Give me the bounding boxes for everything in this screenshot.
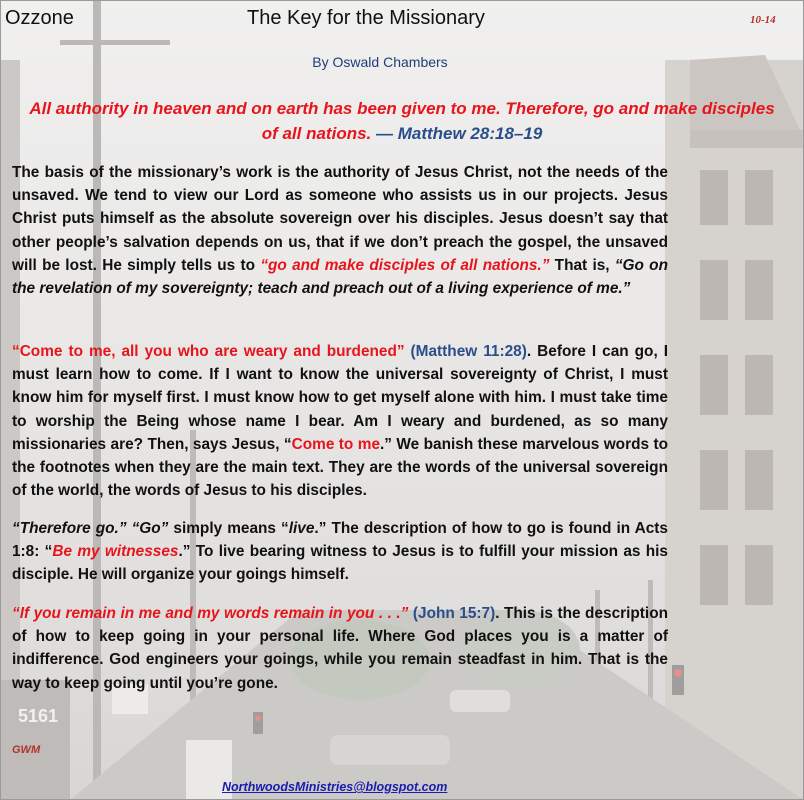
paragraph-3-italic-2: live [288,520,315,537]
paragraph-4-quote: “If you remain in me and my words remain in you . . .” [12,605,409,622]
initials: GWM [12,744,41,756]
paragraph-1-text-b: That is, [549,256,615,274]
paragraph-2-red: Come to me [291,435,381,453]
paragraph-1 [12,161,668,300]
paragraph-3 [12,517,668,587]
verse-reference: — Matthew 28:18–19 [371,124,543,143]
paragraph-4-text-a: . This is the description of how to keep going in your personal life. Where God places you is a matter of indifference. God engineers your goings, while you remain steadfast in him. That is the way to keep going until you’re gone. [12,605,669,692]
paragraph-1-quote: “go and make disciples of all nations.” [260,256,550,274]
page-title: The Key for the Missionary [247,7,485,29]
site-name: Ozzone [5,7,74,29]
date-code: 10-14 [750,14,776,26]
paragraph-2-quote: “Come to me, all you who are weary and burdened” [12,343,405,360]
paragraph-3-text-c: .” To live bearing witness to Jesus is to fulfill your mission as his disciple. He will organize your goings himself. [12,543,668,584]
paragraph-2-text-b: .” We banish these marvelous words to the footnotes when they are the main text. They are the words of the universal sovereign of the world, the words of Jesus to his disciples. [12,435,668,500]
paragraph-3-italic-1: “Therefore go.” “Go” [12,520,169,537]
paragraph-3-text-a: simply means “ [168,520,289,537]
blog-link[interactable]: NorthwoodsMinistries@blogspot.com [222,780,448,794]
paragraph-2 [12,340,668,502]
paragraph-3-text-b: .” The description of how to go is found in Acts 1:8: “ [12,520,668,561]
paragraph-2-text-a: . Before I can go, I must learn how to come. If I want to know the universal sovereignty of Christ, I must know him for myself first. I must know how to get myself alone with him. I must take time to worship the Being whose name I bear. Am I weary and burdened, as so many missionaries are? Then, says Jesus, “ [12,343,668,453]
paragraph-1-italic: “Go on the revelation of my sovereignty; teach and preach out of a living experience of me.” [12,256,668,298]
paragraph-4-reference: (John 15:7) [408,605,496,622]
key-verse [20,96,784,146]
svg-text:5161: 5161 [18,706,59,726]
author: By Oswald Chambers [312,54,448,70]
paragraph-4 [12,602,668,695]
paragraph-2-reference: (Matthew 11:28) [404,343,527,360]
paragraph-1-text-a: The basis of the missionary’s work is the authority of Jesus Christ, not the needs of the unsaved. We tend to view our Lord as someone who assists us in our projects. Jesus Christ puts himself as the absolute sovereign over his disciples. Jesus doesn’t say that other people’s salvation depends on us, that if we don’t preach the gospel, the unsaved will be lost. He simply tells us to [12,164,668,274]
verse-text: All authority in heaven and on earth has been given to me. Therefore, go and make disciples of all nations. [29,99,775,143]
byline [0,54,760,70]
paragraph-3-red: Be my witnesses [52,543,179,561]
